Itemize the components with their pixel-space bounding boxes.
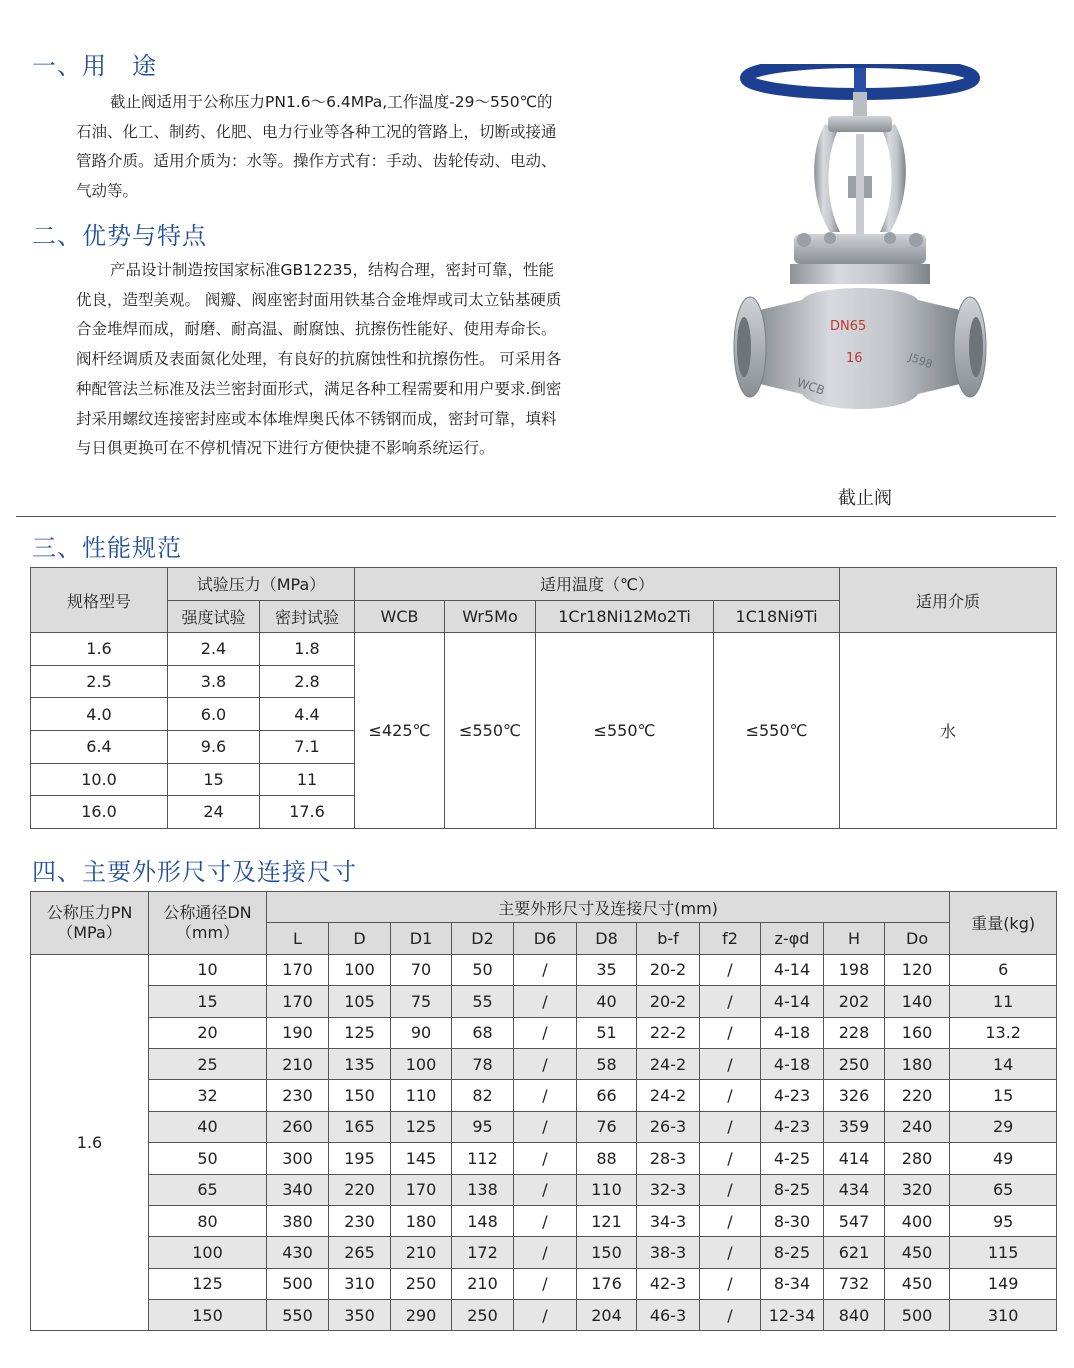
table-cell: 340 — [267, 1174, 329, 1205]
table-cell: 150 — [577, 1237, 637, 1268]
table-cell: 8-30 — [761, 1205, 824, 1236]
header-cell: 密封试验 — [260, 600, 355, 633]
table-header-row — [31, 892, 1057, 923]
table-cell: 202 — [824, 986, 885, 1017]
table-cell: 172 — [452, 1237, 514, 1268]
table-cell: 100 — [391, 1048, 452, 1079]
table-cell: 50 — [452, 954, 514, 985]
table-cell: 170 — [267, 986, 329, 1017]
header-cell: L — [267, 923, 329, 954]
table-cell: 6.0 — [168, 698, 260, 731]
table-cell: 414 — [824, 1143, 885, 1174]
table-cell: 198 — [824, 954, 885, 985]
header-cell: Do — [885, 923, 950, 954]
table-cell: / — [700, 1080, 761, 1111]
table-cell: 840 — [824, 1300, 885, 1331]
table-cell: 13.2 — [950, 1017, 1057, 1048]
table-cell: / — [514, 1300, 577, 1331]
table-cell: 11 — [260, 763, 355, 796]
table-row — [31, 1237, 1057, 1268]
table-cell: 250 — [452, 1300, 514, 1331]
table-cell: ≤550℃ — [714, 633, 840, 829]
table-cell: 195 — [329, 1143, 391, 1174]
header-cell: f2 — [700, 923, 761, 954]
table-cell: 160 — [885, 1017, 950, 1048]
performance-table — [30, 567, 1057, 829]
table-cell: / — [700, 954, 761, 985]
header-line: （mm） — [175, 922, 240, 942]
table-cell: 水 — [840, 633, 1057, 829]
header-cell: 重量(kg) — [950, 892, 1057, 955]
table-cell: 17.6 — [260, 796, 355, 829]
table-cell: 24-2 — [637, 1048, 700, 1079]
table-cell: 135 — [329, 1048, 391, 1079]
section-divider — [16, 516, 1056, 517]
table-cell: 24-2 — [637, 1080, 700, 1111]
table-cell: 1.8 — [260, 633, 355, 666]
table-cell: 15 — [950, 1080, 1057, 1111]
table-cell: 16.0 — [31, 796, 168, 829]
table-cell: 260 — [267, 1111, 329, 1142]
table-cell: 430 — [267, 1237, 329, 1268]
table-cell: 51 — [577, 1017, 637, 1048]
table-header-row — [31, 568, 1057, 601]
table-cell: 250 — [824, 1048, 885, 1079]
table-cell: / — [514, 954, 577, 985]
table-cell: 190 — [267, 1017, 329, 1048]
table-cell: 32-3 — [637, 1174, 700, 1205]
header-cell: 1C18Ni9Ti — [714, 600, 840, 633]
table-cell: 380 — [267, 1205, 329, 1236]
table-cell: 240 — [885, 1111, 950, 1142]
table-cell: 49 — [950, 1143, 1057, 1174]
header-cell: 1Cr18Ni12Mo2Ti — [536, 600, 714, 633]
features-paragraph — [76, 256, 566, 464]
table-cell: / — [700, 1300, 761, 1331]
table-cell: 170 — [267, 954, 329, 985]
table-cell: / — [514, 1237, 577, 1268]
table-cell: 4-18 — [761, 1048, 824, 1079]
table-cell: 20 — [149, 1017, 267, 1048]
table-cell: / — [700, 1111, 761, 1142]
table-cell: 180 — [885, 1048, 950, 1079]
table-cell: 65 — [950, 1174, 1057, 1205]
table-cell: 4-14 — [761, 986, 824, 1017]
table-cell: 20-2 — [637, 954, 700, 985]
table-cell: 11 — [950, 986, 1057, 1017]
table-row — [31, 986, 1057, 1017]
table-row — [31, 1080, 1057, 1111]
table-cell: 29 — [950, 1111, 1057, 1142]
table-cell: 2.4 — [168, 633, 260, 666]
table-cell: / — [514, 986, 577, 1017]
table-cell: 100 — [329, 954, 391, 985]
dimension-table — [30, 891, 1057, 1331]
header-cell: WCB — [355, 600, 445, 633]
table-cell: 121 — [577, 1205, 637, 1236]
table-cell: ≤550℃ — [536, 633, 714, 829]
table-cell: 621 — [824, 1237, 885, 1268]
header-cell: D1 — [391, 923, 452, 954]
table-cell: 120 — [885, 954, 950, 985]
table-row — [31, 633, 1057, 666]
table-cell: 4.4 — [260, 698, 355, 731]
header-line: 公称通径DN — [163, 902, 252, 922]
table-cell: 125 — [391, 1111, 452, 1142]
section-title-dimensions: 四、主要外形尺寸及连接尺寸 — [32, 858, 357, 886]
table-cell: 50 — [149, 1143, 267, 1174]
table-cell: 4-25 — [761, 1143, 824, 1174]
section-title-performance: 三、性能规范 — [32, 534, 182, 562]
table-cell: 100 — [149, 1237, 267, 1268]
table-cell: 450 — [885, 1268, 950, 1299]
table-cell: 310 — [950, 1300, 1057, 1331]
header-cell — [31, 892, 149, 955]
header-cell: 适用介质 — [840, 568, 1057, 633]
table-cell: 434 — [824, 1174, 885, 1205]
body-marking-pn: 16 — [846, 351, 863, 366]
table-cell: 34-3 — [637, 1205, 700, 1236]
table-cell: / — [514, 1017, 577, 1048]
table-cell: / — [514, 1048, 577, 1079]
table-cell: 28-3 — [637, 1143, 700, 1174]
table-cell: 204 — [577, 1300, 637, 1331]
table-cell: 66 — [577, 1080, 637, 1111]
table-cell: 250 — [391, 1268, 452, 1299]
yoke-right — [880, 124, 906, 232]
header-cell: D — [329, 923, 391, 954]
table-cell: 38-3 — [637, 1237, 700, 1268]
table-cell: 26-3 — [637, 1111, 700, 1142]
table-cell: 310 — [329, 1268, 391, 1299]
table-cell: 4-14 — [761, 954, 824, 985]
table-cell: 4-23 — [761, 1111, 824, 1142]
table-cell: / — [700, 1048, 761, 1079]
table-cell: / — [700, 1174, 761, 1205]
table-cell: 65 — [149, 1174, 267, 1205]
table-cell: 95 — [950, 1205, 1057, 1236]
table-cell: 1.6 — [31, 633, 168, 666]
table-cell: 359 — [824, 1111, 885, 1142]
header-cell: D8 — [577, 923, 637, 954]
table-cell: / — [700, 1205, 761, 1236]
table-cell: / — [514, 1143, 577, 1174]
header-line: （MPa） — [57, 922, 122, 942]
table-cell: 14 — [950, 1048, 1057, 1079]
table-cell: 500 — [885, 1300, 950, 1331]
table-cell: 7.1 — [260, 730, 355, 763]
table-cell: 10.0 — [31, 763, 168, 796]
yoke-left — [814, 124, 840, 232]
header-cell: H — [824, 923, 885, 954]
table-cell: 320 — [885, 1174, 950, 1205]
table-cell: 4-23 — [761, 1080, 824, 1111]
table-cell: 547 — [824, 1205, 885, 1236]
table-cell: 105 — [329, 986, 391, 1017]
table-cell: 80 — [149, 1205, 267, 1236]
header-cell — [149, 892, 267, 955]
body-marking-dn: DN65 — [830, 319, 867, 334]
table-cell: / — [700, 1143, 761, 1174]
table-cell: 78 — [452, 1048, 514, 1079]
table-cell: 732 — [824, 1268, 885, 1299]
table-cell: 8-25 — [761, 1174, 824, 1205]
table-cell: 6 — [950, 954, 1057, 985]
table-cell: 265 — [329, 1237, 391, 1268]
header-cell: z-φd — [761, 923, 824, 954]
table-cell: ≤550℃ — [445, 633, 536, 829]
table-cell: 76 — [577, 1111, 637, 1142]
table-cell: 75 — [391, 986, 452, 1017]
table-cell: 165 — [329, 1111, 391, 1142]
table-cell: 55 — [452, 986, 514, 1017]
table-row — [31, 954, 1057, 985]
table-cell: 112 — [452, 1143, 514, 1174]
table-cell: 500 — [267, 1268, 329, 1299]
table-cell: / — [514, 1205, 577, 1236]
table-cell: 70 — [391, 954, 452, 985]
table-cell: 550 — [267, 1300, 329, 1331]
table-cell: 40 — [149, 1111, 267, 1142]
table-cell: / — [700, 1017, 761, 1048]
table-cell: 290 — [391, 1300, 452, 1331]
header-cell: 试验压力（MPa） — [168, 568, 355, 601]
table-cell: 350 — [329, 1300, 391, 1331]
table-cell: 176 — [577, 1268, 637, 1299]
globe-valve-image — [720, 64, 1020, 424]
table-cell: 35 — [577, 954, 637, 985]
header-cell: D2 — [452, 923, 514, 954]
table-cell: 145 — [391, 1143, 452, 1174]
table-cell: 40 — [577, 986, 637, 1017]
table-cell: 170 — [391, 1174, 452, 1205]
table-cell: 138 — [452, 1174, 514, 1205]
table-cell: 220 — [885, 1080, 950, 1111]
table-cell: 25 — [149, 1048, 267, 1079]
table-cell: 90 — [391, 1017, 452, 1048]
table-cell: 3.8 — [168, 665, 260, 698]
table-cell: 15 — [168, 763, 260, 796]
table-cell: 280 — [885, 1143, 950, 1174]
table-cell: 2.8 — [260, 665, 355, 698]
table-cell: 150 — [149, 1300, 267, 1331]
table-cell: 22-2 — [637, 1017, 700, 1048]
table-cell: 8-34 — [761, 1268, 824, 1299]
product-caption: 截止阀 — [838, 488, 892, 509]
table-cell: 326 — [824, 1080, 885, 1111]
table-cell: 148 — [452, 1205, 514, 1236]
table-cell: 149 — [950, 1268, 1057, 1299]
table-row — [31, 1205, 1057, 1236]
table-cell: / — [514, 1111, 577, 1142]
table-cell: 140 — [885, 986, 950, 1017]
header-cell: 主要外形尺寸及连接尺寸(mm) — [267, 892, 950, 923]
header-cell: 适用温度（℃） — [355, 568, 840, 601]
table-cell: 125 — [329, 1017, 391, 1048]
table-cell: 8-25 — [761, 1237, 824, 1268]
table-row — [31, 1111, 1057, 1142]
table-row — [31, 1300, 1057, 1331]
bonnet-flange — [794, 234, 926, 264]
table-cell: 220 — [329, 1174, 391, 1205]
table-cell: 58 — [577, 1048, 637, 1079]
table-cell: 210 — [267, 1048, 329, 1079]
header-cell: 规格型号 — [31, 568, 168, 633]
section-title-features: 二、优势与特点 — [32, 222, 207, 250]
table-cell: 2.5 — [31, 665, 168, 698]
table-row — [31, 1017, 1057, 1048]
table-cell: 9.6 — [168, 730, 260, 763]
table-cell: / — [700, 986, 761, 1017]
table-cell: 300 — [267, 1143, 329, 1174]
body-marking-material: WCB — [795, 375, 827, 398]
table-cell: 150 — [329, 1080, 391, 1111]
table-cell: 210 — [391, 1237, 452, 1268]
table-cell: 230 — [329, 1205, 391, 1236]
table-cell: 125 — [149, 1268, 267, 1299]
table-cell: 110 — [391, 1080, 452, 1111]
table-cell: 10 — [149, 954, 267, 985]
table-cell: 228 — [824, 1017, 885, 1048]
table-cell: 24 — [168, 796, 260, 829]
table-cell: ≤425℃ — [355, 633, 445, 829]
body-marking-side: J598 — [906, 350, 935, 372]
features-text: 产品设计制造按国家标准GB12235，结构合理，密封可靠，性能优良，造型美观。 阀瓣、阀座密封面用铁基合金堆焊或司太立钻基硬质合金堆焊而成，耐磨、耐高温、耐腐蚀、抗擦伤性能好、使用寿命长。 阀杆经调质及表面氮化处理，有良好的抗腐蚀性和抗擦伤性。 可采用各种配管法兰标准及法兰密封面形式，满足各种工程需要和用户要求.倒密封采用螺纹连接密封座或本体堆焊奥氏体不锈钢而成，密封可靠，填料与日俱更换可在不停机情况下进行方便快捷不影响系统运行。 — [76, 261, 562, 458]
table-cell: / — [514, 1080, 577, 1111]
usage-paragraph — [76, 88, 566, 207]
table-cell: 180 — [391, 1205, 452, 1236]
pressure-cell: 1.6 — [31, 954, 149, 1331]
table-cell: 88 — [577, 1143, 637, 1174]
table-cell: 46-3 — [637, 1300, 700, 1331]
table-cell: 110 — [577, 1174, 637, 1205]
table-cell: 82 — [452, 1080, 514, 1111]
table-row — [31, 1143, 1057, 1174]
table-cell: 450 — [885, 1237, 950, 1268]
table-cell: / — [700, 1237, 761, 1268]
table-cell: 68 — [452, 1017, 514, 1048]
table-row — [31, 1268, 1057, 1299]
table-cell: 400 — [885, 1205, 950, 1236]
valve-body — [760, 288, 960, 409]
header-cell: D6 — [514, 923, 577, 954]
section-title-usage: 一、用 途 — [32, 52, 157, 80]
header-cell: b-f — [637, 923, 700, 954]
table-cell: 115 — [950, 1237, 1057, 1268]
usage-text: 截止阀适用于公称压力PN1.6～6.4MPa,工作温度-29～550℃的石油、化工、制药、化肥、电力行业等各种工况的管路上，切断或接通管路介质。适用介质为：水等。操作方式有：手动、齿轮传动、电动、气动等。 — [76, 93, 557, 201]
table-cell: 210 — [452, 1268, 514, 1299]
header-line: 公称压力PN — [46, 902, 133, 922]
table-cell: 95 — [452, 1111, 514, 1142]
table-cell: 230 — [267, 1080, 329, 1111]
header-cell: 强度试验 — [168, 600, 260, 633]
table-cell: 15 — [149, 986, 267, 1017]
table-cell: 42-3 — [637, 1268, 700, 1299]
table-cell: 4.0 — [31, 698, 168, 731]
header-cell: Wr5Mo — [445, 600, 536, 633]
table-cell: 12-34 — [761, 1300, 824, 1331]
table-cell: 20-2 — [637, 986, 700, 1017]
table-cell: 6.4 — [31, 730, 168, 763]
table-cell: / — [700, 1268, 761, 1299]
table-row — [31, 1048, 1057, 1079]
table-cell: 4-18 — [761, 1017, 824, 1048]
table-cell: 32 — [149, 1080, 267, 1111]
table-cell: / — [514, 1268, 577, 1299]
table-row — [31, 1174, 1057, 1205]
table-cell: / — [514, 1174, 577, 1205]
